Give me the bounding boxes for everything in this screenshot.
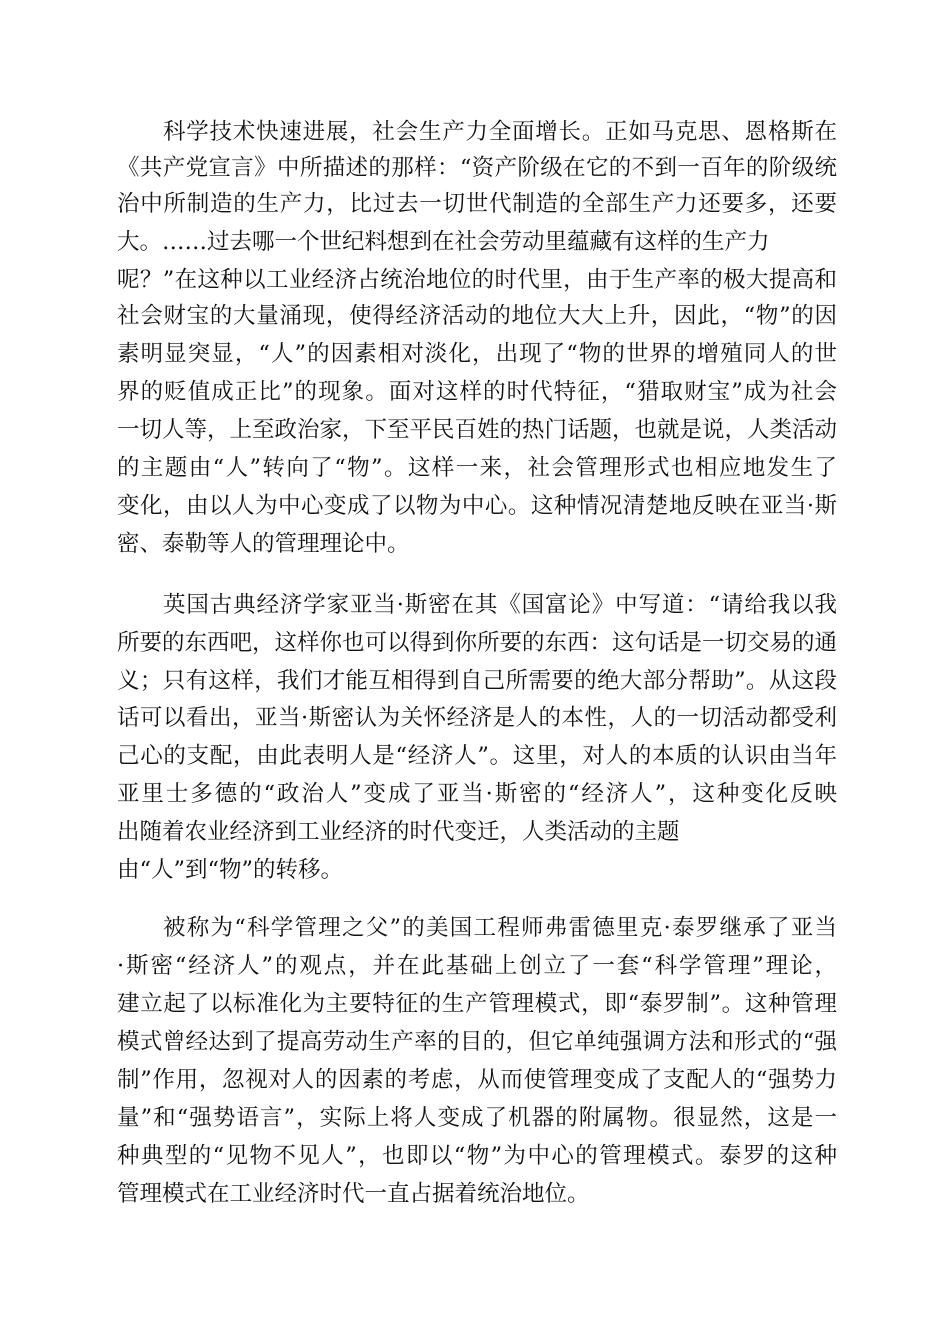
paragraph-2-line-6: 亚里士多德的“政治人”变成了亚当·斯密的“经济人”，这种变化反映 [117, 781, 837, 807]
paragraph-1-line-12: 密、泰勒等人的管理理论中。 [117, 531, 410, 557]
paragraph-3-line-2: ·斯密“经济人”的观点，并在此基础上创立了一套“科学管理”理论， [117, 953, 837, 979]
paragraph-1-line-3: 治中所制造的生产力，比过去一切世代制造的全部生产力还要多，还要 [117, 191, 837, 217]
paragraph-3-line-1: 被称为“科学管理之父”的美国工程师弗雷德里克·泰罗继承了亚当 [163, 915, 837, 941]
paragraph-1-line-5: 呢？”在这种以工业经济占统治地位的时代里，由于生产率的极大提高和 [117, 267, 837, 293]
paragraph-1-line-8: 界的贬值成正比”的现象。面对这样的时代特征，“猎取财宝”成为社会 [117, 379, 837, 405]
paragraph-2-line-2: 所要的东西吧，这样你也可以得到你所要的东西：这句话是一切交易的通 [117, 630, 838, 656]
paragraph-3-line-7: 种典型的“见物不见人”，也即以“物”为中心的管理模式。泰罗的这种 [117, 1143, 837, 1169]
paragraph-1-line-9: 一切人等，上至政治家，下至平民百姓的热门话题，也就是说，人类活动 [117, 417, 838, 443]
paragraph-1-line-6: 社会财宝的大量涌现，使得经济活动的地位大大上升，因此，“物”的因 [117, 303, 837, 329]
paragraph-2-line-5: 己心的支配，由此表明人是“经济人”。这里，对人的本质的认识由当年 [117, 743, 837, 769]
paragraph-3-line-4: 模式曾经达到了提高劳动生产率的目的，但它单纯强调方法和形式的“强 [117, 1029, 837, 1055]
paragraph-1-line-4: 大。……过去哪一个世纪料想到在社会劳动里蕴藏有这样的生产力 [117, 229, 770, 255]
paragraph-1-line-11: 变化，由以人为中心变成了以物为中心。这种情况清楚地反映在亚当·斯 [117, 493, 837, 519]
paragraph-2-line-4: 话可以看出，亚当·斯密认为关怀经济是人的本性，人的一切活动都受利 [117, 705, 837, 731]
paragraph-3-line-5: 制”作用，忽视对人的因素的考虑，从而使管理变成了支配人的“强势力 [117, 1067, 837, 1093]
paragraph-3-line-8: 管理模式在工业经济时代一直占据着统治地位。 [117, 1181, 590, 1207]
paragraph-1-line-7: 素明显突显，“人”的因素相对淡化，出现了“物的世界的增殖同人的世 [117, 341, 837, 367]
paragraph-1-line-10: 的主题由“人”转向了“物”。这样一来，社会管理形式也相应地发生了 [117, 455, 837, 481]
paragraph-3-line-6: 量”和“强势语言”，实际上将人变成了机器的附属物。很显然，这是一 [117, 1105, 837, 1131]
paragraph-3-line-3: 建立起了以标准化为主要特征的生产管理模式，即“泰罗制”。这种管理 [117, 991, 837, 1017]
paragraph-1-line-1: 科学技术快速进展，社会生产力全面增长。正如马克思、恩格斯在 [163, 119, 837, 145]
paragraph-2-line-7: 出随着农业经济到工业经济的时代变迁，人类活动的主题 [117, 819, 680, 845]
paragraph-2-line-8: 由“人”到“物”的转移。 [117, 857, 344, 883]
paragraph-1-line-2: 《共产党宣言》中所描述的那样：“资产阶级在它的不到一百年的阶级统 [117, 155, 837, 181]
paragraph-2-line-1: 英国古典经济学家亚当·斯密在其《国富论》中写道：“请给我以我 [163, 592, 837, 618]
paragraph-2-line-3: 义；只有这样，我们才能互相得到自己所需要的绝大部分帮助”。从这段 [117, 668, 837, 694]
